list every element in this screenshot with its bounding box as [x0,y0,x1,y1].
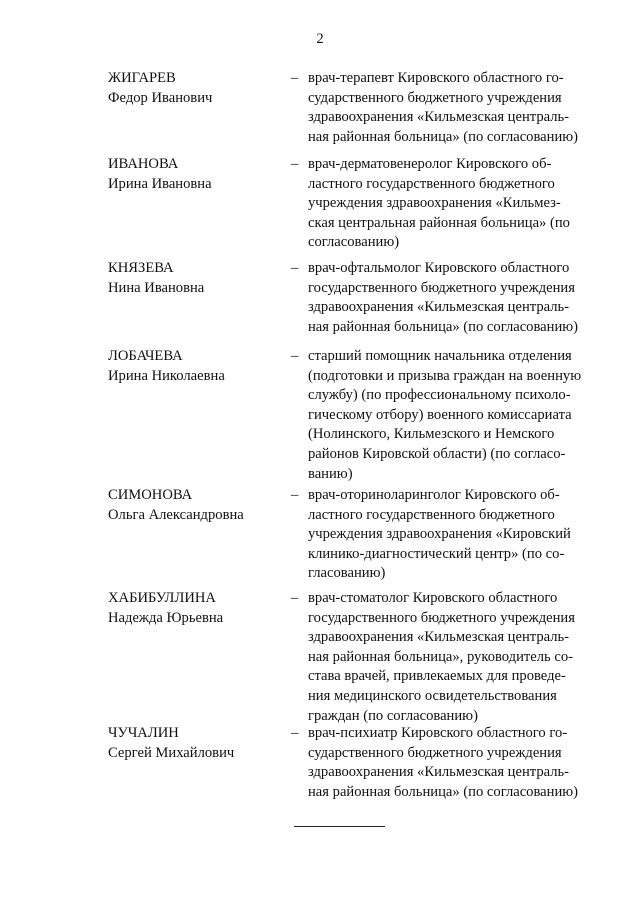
position-line: гическому отбору) военного комиссариата [308,406,572,423]
member-given-names: Ольга Александровна [108,506,244,523]
position-line: районов Кировской области) (по согласо- [308,445,566,462]
member-given-names: Ирина Ивановна [108,175,212,192]
member-given-names: Нина Ивановна [108,279,205,296]
position-line: врач-офтальмолог Кировского областного [308,260,570,276]
member-given-names: Федор Иванович [108,89,213,106]
position-line: граждан (по согласованию) [308,707,478,724]
position-line: ная районная больница» (по согласованию) [308,318,579,335]
position-line: гласованию) [308,565,386,582]
dash-separator: – [291,70,299,86]
member-name [108,69,278,108]
dash-separator: – [291,348,299,364]
position-line: ная районная больница», руководитель со- [308,648,573,665]
position-line: государственного бюджетного учреждения [308,279,575,296]
member-given-names: Надежда Юрьевна [108,609,224,626]
position-line: врач-стоматолог Кировского областного [308,590,558,606]
position-line: врач-оториноларинголог Кировского об- [308,487,560,503]
member-position [308,155,585,253]
member-name [108,259,278,298]
position-line: сударственного бюджетного учреждения [308,744,562,761]
position-line: клинико-диагностический центр» (по со- [308,545,565,562]
position-line: учреждения здравоохранения «Кильмез- [308,195,561,212]
position-line: согласованию) [308,234,400,251]
position-line: врач-дерматовенеролог Кировского об- [308,156,552,172]
position-line: здравоохранения «Кильмезская централь- [308,629,570,646]
position-line: здравоохранения «Кильмезская централь- [308,764,570,781]
position-line: (подготовки и призыва граждан на военную [308,367,582,384]
member-given-names: Сергей Михайлович [108,744,235,761]
position-line: сударственного бюджетного учреждения [308,89,562,106]
member-name [108,347,278,386]
position-line: ная районная больница» (по согласованию) [308,783,579,800]
member-position [308,486,585,584]
position-line: службу) (по профессиональному психоло- [308,387,571,404]
member-surname: ХАБИБУЛЛИНА [108,590,216,606]
closing-divider-line [294,826,385,827]
position-line: ластного государственного бюджетного [308,175,555,192]
dash-separator: – [291,725,299,741]
dash-separator: – [291,260,299,276]
position-line: ванию) [308,465,353,482]
member-surname: КНЯЗЕВА [108,260,174,276]
dash-separator: – [291,487,299,503]
position-line: (Нолинского, Кильмезского и Немского [308,426,555,443]
member-surname: СИМОНОВА [108,487,193,503]
position-line: государственного бюджетного учреждения [308,609,575,626]
position-line: ния медицинского освидетельствования [308,687,557,704]
member-position [308,259,585,337]
member-name [108,155,278,194]
member-given-names: Ирина Николаевна [108,367,225,384]
position-line: здравоохранения «Кильмезская централь- [308,109,570,126]
member-position [308,69,585,147]
position-line: врач-психиатр Кировского областного го- [308,725,568,741]
member-name [108,724,278,763]
member-name [108,486,278,525]
member-surname: ЛОБАЧЕВА [108,348,183,364]
dash-separator: – [291,590,299,606]
position-line: старший помощник начальника отделения [308,348,572,364]
member-surname: ЧУЧАЛИН [108,725,179,741]
member-position [308,347,585,484]
dash-separator: – [291,156,299,172]
member-position [308,724,585,802]
position-line: ская центральная районная больница» (по [308,214,570,231]
member-position [308,589,585,726]
position-line: ная районная больница» (по согласованию) [308,128,579,145]
page-number: 2 [316,31,324,47]
member-name [108,589,278,628]
position-line: учреждения здравоохранения «Кировский [308,526,571,543]
position-line: ластного государственного бюджетного [308,506,555,523]
member-surname: ИВАНОВА [108,156,179,172]
position-line: здравоохранения «Кильмезская централь- [308,299,570,316]
position-line: врач-терапевт Кировского областного го- [308,70,564,86]
position-line: става врачей, привлекаемых для проведе- [308,668,566,685]
member-surname: ЖИГАРЕВ [108,70,176,86]
